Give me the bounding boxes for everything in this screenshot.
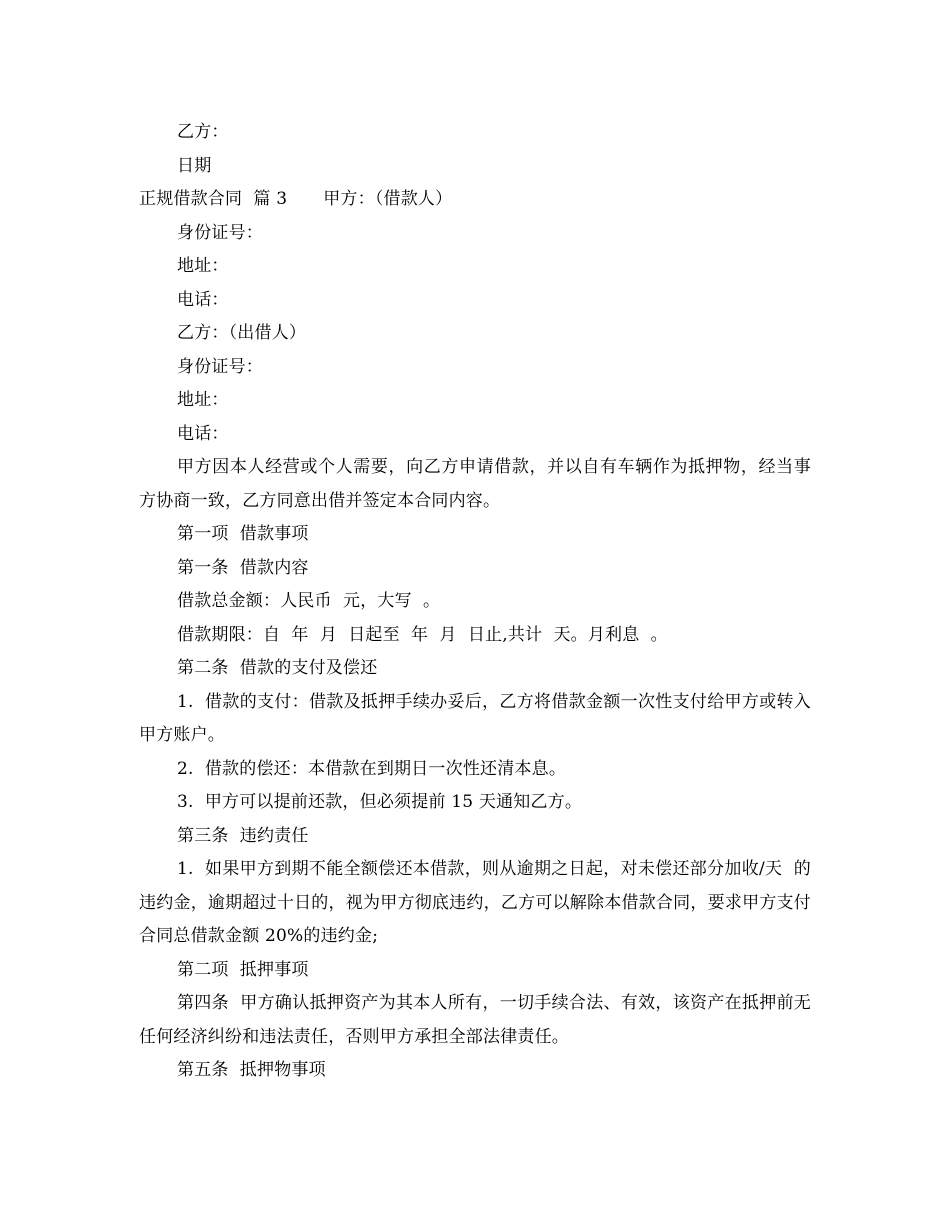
date-label: 日期 [177, 155, 212, 176]
breach-clause-1: 1. 如果甲方到期不能全额偿还本借款，则从逾期之日起，对未偿还部分加收/天 的违约金，逾期超过十日的，视为甲方彻底违约，乙方可以解除本借款合同，要求甲方支付合同总借款金额 20%的违约金; [139, 859, 811, 946]
party-b-address: 地址： [177, 390, 229, 410]
article-five-heading: 第五条 抵押物事项 [177, 1060, 326, 1080]
contract-title: 正规借款合同 篇 3 [139, 189, 288, 209]
section-two-heading: 第二项 抵押事项 [177, 959, 309, 980]
party-a-address: 地址： [177, 256, 229, 276]
party-b-id-number: 身份证号： [177, 356, 263, 377]
loan-amount-line: 借款总金额：人民币 元，大写 。 [177, 591, 441, 611]
payment-clause-2: 2. 借款的偿还：本借款在到期日一次性还清本息。 [177, 758, 567, 779]
party-b-label: 乙方：（出借人） [177, 323, 307, 343]
preamble-paragraph: 甲方因本人经营或个人需要，向乙方申请借款，并以自有车辆作为抵押物，经当事方协商一致，乙方同意出借并签定本合同内容。 [139, 457, 811, 511]
section-heading [139, 183, 811, 217]
party-a-id-number: 身份证号： [177, 222, 263, 243]
party-b-label-top: 乙方： [177, 122, 229, 142]
section-one-heading: 第一项 借款事项 [177, 524, 309, 544]
document-body [139, 116, 811, 1088]
heading-spacer [287, 183, 323, 217]
party-b-phone: 电话： [177, 423, 229, 444]
payment-clause-3: 3. 甲方可以提前还款，但必须提前 15 天通知乙方。 [177, 792, 583, 812]
loan-term-line: 借款期限：自 年 月 日起至 年 月 日止,共计 天。月利息 。 [177, 624, 668, 645]
article-three-heading: 第三条 违约责任 [177, 825, 309, 846]
article-four-paragraph: 第四条 甲方确认抵押资产为其本人所有，一切手续合法、有效，该资产在抵押前无任何经济纠纷和违法责任，否则甲方承担全部法律责任。 [139, 993, 811, 1047]
party-a-phone: 电话： [177, 289, 229, 310]
article-two-heading: 第二条 借款的支付及偿还 [177, 658, 378, 678]
contract-clauses [139, 217, 811, 1088]
article-one-heading: 第一条 借款内容 [177, 557, 309, 578]
payment-clause-1: 1. 借款的支付：借款及抵押手续办妥后，乙方将借款金额一次性支付给甲方或转入甲方账户。 [139, 691, 811, 745]
party-a-label: 甲方：（借款人） [323, 189, 453, 209]
